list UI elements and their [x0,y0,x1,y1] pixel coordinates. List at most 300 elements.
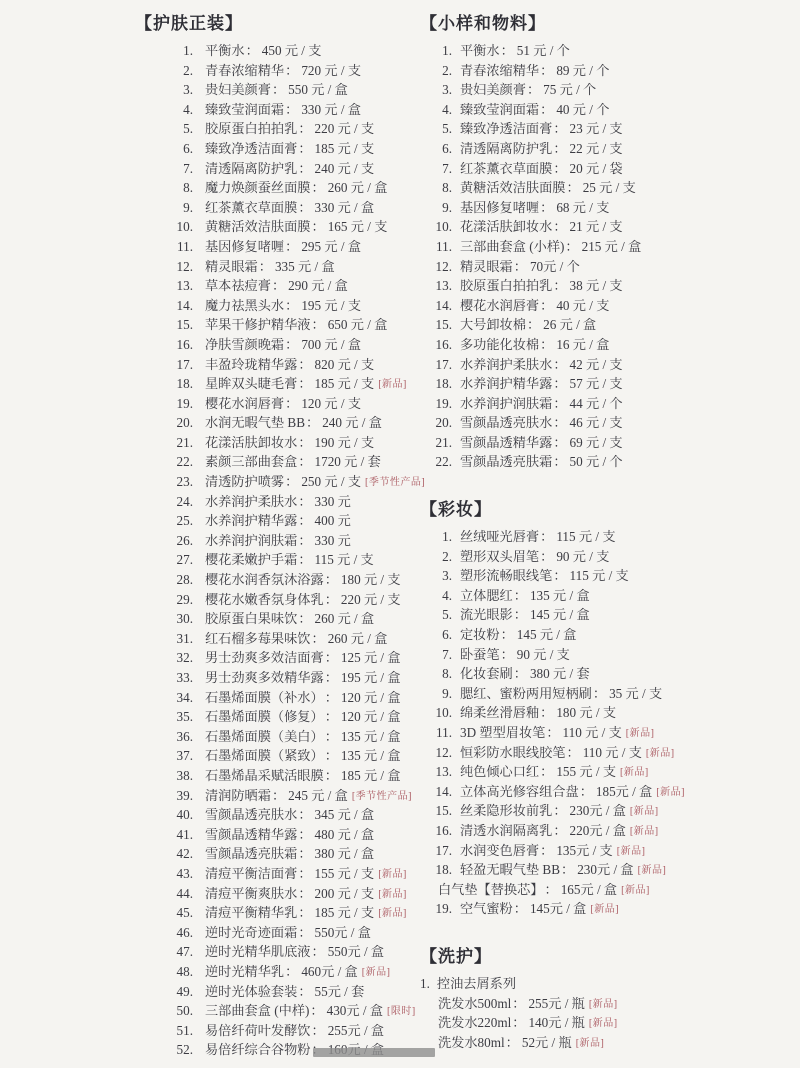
item-separator: ： [513,587,527,603]
item-price: 430元 / 盒 [326,1003,384,1019]
item-price: 190 元 / 支 [314,434,375,450]
list-item [135,178,435,198]
item-separator: ： [540,529,554,545]
item-name: 樱花水润唇膏 [460,297,540,313]
item-price: 180 元 / 支 [556,705,617,721]
item-number: 6. [442,627,452,643]
list-item [135,41,435,61]
item-separator: ： [592,685,607,701]
item-separator: ： [298,434,312,450]
list-item [420,547,720,567]
item-name: 清透水润隔离乳 [460,822,553,838]
item-separator: ： [526,317,541,333]
list-item [420,860,720,880]
item-name: 清痘平衡洁面膏 [205,865,298,881]
list-item [420,355,720,375]
item-separator: ： [298,846,312,862]
list-item [420,276,720,296]
list-item [135,237,435,257]
item-price: 250 元 / 支 [301,474,362,490]
item-number: 26. [176,532,193,548]
item-name: 平衡水 [460,43,500,58]
item-number: 8. [183,180,193,196]
item-number: 16. [435,822,452,838]
item-separator: ： [298,807,312,823]
item-separator: ： [298,513,312,529]
item-number: 21. [435,434,452,450]
item-price: 55元 / 套 [314,983,365,999]
item-separator: ： [324,748,338,764]
item-price: 550元 / 盒 [327,944,385,960]
list-item [135,825,435,845]
item-price: 155 元 / 支 [556,764,617,780]
list-item [420,566,720,586]
item-badge: [新品] [575,1037,605,1049]
item-price: 115 元 / 支 [556,529,616,545]
item-name: 贵妇美颜膏 [460,82,526,98]
list-item [420,1033,720,1053]
list-item [420,821,720,841]
list-item [420,743,720,763]
item-name: 苹果干修护精华液 [205,317,311,333]
item-price: 89 元 / 个 [556,62,610,78]
item-separator: ： [553,278,567,294]
item-price: 51 元 / 个 [516,43,570,58]
item-name: 三部曲套盒 (中样) [205,1003,310,1019]
list-item [420,296,720,316]
item-number: 49. [176,983,193,999]
item-separator: ： [324,767,338,783]
item-separator: ： [310,1003,324,1019]
item-price: 155 元 / 支 [314,865,375,881]
item-price: 135 元 / 盒 [529,587,590,603]
list-item [420,1013,720,1033]
item-separator: ： [245,43,259,58]
item-price: 57 元 / 支 [569,376,623,392]
item-name: 石墨烯面膜（补水） [205,689,324,705]
item-separator: ： [566,180,580,196]
item-separator: ： [271,278,286,294]
item-name: 石墨烯面膜（美白） [205,728,324,744]
item-separator: ： [512,995,526,1011]
item-name: 空气蜜粉 [460,901,513,917]
list-item [420,178,720,198]
list-item [420,974,720,994]
item-number: 37. [176,748,193,764]
item-separator: ： [540,842,554,858]
item-price: 185元 / 盒 [595,783,653,799]
item-name: 水养润护柔肤水 [205,493,298,509]
item-price: 52元 / 瓶 [521,1034,572,1050]
item-number: 52. [176,1042,193,1058]
item-name: 逆时光奇迹面霜 [205,924,298,940]
list-item [135,609,435,629]
item-number: 17. [176,356,193,372]
list-item [420,664,720,684]
item-price: 115 元 / 支 [569,568,629,584]
item-separator: ： [553,121,567,137]
item-name: 丝绒哑光唇膏 [460,529,540,545]
item-name: 胶原蛋白拍拍乳 [205,121,298,137]
item-number: 51. [176,1022,193,1038]
item-price: 50 元 / 个 [569,454,623,470]
item-name: 草本祛痘膏 [205,278,271,294]
item-price: 44 元 / 个 [569,395,623,411]
item-number: 28. [176,572,193,588]
item-number: 2. [442,62,452,78]
section-title-samples-materials: 【小样和物料】 [420,14,546,33]
item-price: 21 元 / 支 [569,219,623,235]
list-item [135,688,435,708]
item-price: 185 元 / 支 [314,140,375,156]
item-price: 480 元 / 盒 [314,826,375,842]
item-separator: ： [544,881,558,897]
item-separator: ： [553,415,567,431]
item-separator: ： [553,434,567,450]
item-price: 46 元 / 支 [569,415,623,431]
item-name: 雪颜晶透精华露 [205,826,298,842]
item-number: 17. [435,356,452,372]
item-price: 135元 / 支 [556,842,613,858]
list-item [135,511,435,531]
item-number: 43. [176,865,193,881]
item-price: 700 元 / 盒 [301,336,362,352]
item-badge: [新品] [590,904,620,916]
list-item [420,586,720,606]
item-name: 定妆粉 [460,627,500,643]
item-price: 40 元 / 支 [556,297,610,313]
list-item [420,198,720,218]
item-name: 水润无暇气垫 BB [205,415,306,431]
item-number: 47. [176,944,193,960]
item-number: 22. [176,454,193,470]
item-separator: ： [324,650,338,666]
item-badge: [新品] [588,1018,618,1030]
item-name: 雪颜晶透精华露 [460,434,553,450]
list-item [135,413,435,433]
list-item [135,1001,435,1021]
item-separator: ： [324,670,338,685]
item-list [420,41,720,472]
item-number: 44. [176,885,193,901]
item-badge: [新品] [625,728,655,739]
item-number: 9. [183,199,193,215]
item-name: 水润变色唇膏 [460,842,540,858]
item-separator: ： [298,493,312,509]
item-name: 男士劲爽多效洁面膏 [205,650,324,666]
item-separator: ： [298,865,312,881]
item-separator: ： [298,532,312,548]
list-item [420,452,720,472]
item-badge: [新品] [361,966,391,978]
item-separator: ： [553,219,567,235]
list-item [135,550,435,570]
list-item [135,492,435,512]
list-item [135,315,435,335]
item-separator: ： [298,826,312,842]
item-number: 19. [435,901,452,917]
item-list [420,974,720,1052]
item-name: 卧蚕笔 [460,646,500,662]
item-price: 22 元 / 支 [569,140,623,156]
item-name: 水养润护精华露 [205,513,298,529]
item-separator: ： [540,764,554,780]
list-item [420,880,720,900]
list-item [135,257,435,277]
item-number: 12. [435,258,452,274]
item-name: 清透隔离防护乳 [205,160,298,176]
item-name: 大号卸妆棉 [460,317,526,333]
item-price: 110 元 / 支 [562,725,622,740]
list-item [135,1021,435,1041]
item-number: 27. [176,552,193,568]
item-number: 12. [435,744,452,760]
item-separator: ： [540,62,554,78]
item-name: 清润防晒霜 [205,787,271,803]
item-name: 洗发水220ml [438,1015,512,1031]
item-price: 460元 / 盒 [301,963,358,979]
item-separator: ： [285,963,299,979]
item-name: 多功能化妆棉 [460,336,540,352]
item-price: 820 元 / 支 [314,356,375,372]
item-price: 330 元 / 盒 [314,199,375,215]
item-separator: ： [553,568,567,584]
item-number: 46. [176,924,193,940]
item-separator: ： [324,591,338,607]
item-price: 220 元 / 支 [340,591,401,607]
list-item [420,625,720,645]
item-name: 胶原蛋白果味饮 [205,611,298,627]
item-name: 腮红、蜜粉两用短柄刷 [460,685,592,701]
item-number: 11. [177,238,193,254]
item-price: 550元 / 盒 [314,924,371,940]
item-number: 7. [442,646,452,662]
item-number: 21. [176,434,193,450]
item-badge: [新品] [656,786,685,798]
left-column [135,12,435,1060]
price-strikethrough-bar [313,1048,435,1057]
section-haircare [420,945,720,1052]
item-price: 42 元 / 支 [569,356,623,372]
item-price: 240 元 / 支 [314,160,375,176]
item-separator: ： [513,666,527,682]
item-separator: ： [500,627,514,643]
list-item [135,884,435,904]
item-name: 塑形流畅眼线笔 [460,568,553,584]
item-number: 41. [176,826,193,842]
item-separator: ： [324,728,338,744]
item-number: 16. [176,336,193,352]
item-number: 23. [176,474,193,490]
item-separator: ： [298,376,312,392]
item-separator: ： [285,297,299,313]
list-item [420,139,720,159]
item-name: 洗发水500ml [438,995,512,1011]
item-number: 35. [176,709,193,725]
item-number: 13. [435,764,452,780]
item-badge: [新品] [621,884,650,896]
item-separator: ： [512,1015,526,1031]
item-name: 青春浓缩精华 [460,62,540,78]
item-separator: ： [285,238,299,254]
item-name: 立体腮红 [460,587,513,603]
list-item [135,452,435,472]
item-name: 清痘平衡爽肤水 [205,885,298,901]
item-name: 立体高光修容组合盘 [460,783,579,799]
item-price: 380 元 / 盒 [314,846,375,862]
item-separator: ： [540,548,554,564]
item-badge: [新品] [378,888,407,900]
list-item [135,433,435,453]
item-name: 精灵眼霜 [205,258,258,274]
item-separator: ： [513,258,527,274]
item-number: 8. [442,666,452,682]
item-price: 215 元 / 盒 [581,238,642,254]
item-separator: ： [553,140,567,156]
item-price: 260 元 / 盒 [327,180,388,196]
item-number: 6. [442,140,452,156]
item-separator: ： [298,140,312,156]
item-name: 花漾活肤卸妆水 [205,434,298,450]
item-name: 清透隔离防护乳 [460,140,553,156]
list-item [135,198,435,218]
item-number: 11. [436,725,452,740]
item-name: 丰盈玲珑精华露 [205,356,298,372]
item-separator: ： [311,944,325,960]
item-number: 10. [176,219,193,235]
item-number: 3. [442,82,452,98]
item-separator: ： [324,689,338,705]
item-name: 恒彩防水眼线胶笔 [460,744,566,760]
item-number: 18. [435,376,452,392]
item-number: 14. [176,297,193,313]
item-number: 20. [435,415,452,431]
item-price: 90 元 / 支 [516,646,570,662]
item-number: 32. [176,650,193,666]
item-number: 11. [436,238,452,254]
item-name: 水养润护润肤霜 [460,395,553,411]
item-price: 290 元 / 盒 [288,278,348,294]
list-item [135,844,435,864]
item-price: 330 元 [314,532,351,548]
item-price: 26 元 / 盒 [543,317,597,333]
item-number: 29. [176,591,193,607]
item-number: 10. [435,705,452,721]
list-item [420,433,720,453]
item-separator: ： [298,454,312,470]
item-name: 红茶薰衣草面膜 [205,199,298,215]
item-separator: ： [285,62,299,78]
item-name: 水养润护润肤霜 [205,532,298,548]
item-price: 180 元 / 支 [340,572,401,588]
item-price: 145 元 / 盒 [516,627,577,643]
item-badge: [新品] [645,747,675,759]
item-separator: ： [258,258,272,274]
list-item [135,864,435,884]
item-name: 樱花水润唇膏 [205,395,285,411]
list-item [420,257,720,277]
item-number: 18. [176,376,193,392]
item-number: 39. [176,787,193,803]
item-separator: ： [565,238,579,254]
item-separator: ： [553,356,567,372]
item-name: 纯色倾心口红 [460,764,540,780]
item-number: 48. [176,963,193,979]
item-name: 雪颜晶透亮肤霜 [460,454,553,470]
item-price: 140元 / 瓶 [528,1015,585,1031]
item-price: 68 元 / 支 [556,199,610,215]
item-number: 14. [435,297,452,313]
item-number: 18. [435,862,452,878]
list-item [420,159,720,179]
item-price: 35 元 / 支 [609,685,663,701]
item-name: 平衡水 [205,43,245,58]
item-number: 31. [176,630,193,646]
item-name: 塑形双头眉笔 [460,548,540,564]
item-price: 70元 / 个 [529,258,580,274]
list-item [135,962,435,982]
item-number: 7. [183,160,193,176]
item-number: 19. [176,395,193,411]
item-price: 330 元 / 盒 [301,101,362,117]
item-separator: ： [298,983,312,999]
list-item [135,119,435,139]
item-price: 335 元 / 盒 [274,258,335,274]
item-name: 丝柔隐形妆前乳 [460,803,553,819]
item-number: 50. [176,1003,193,1019]
item-number: 2. [442,548,452,564]
item-separator: ： [540,705,554,721]
list-item [135,80,435,100]
item-name: 臻致净透洁面膏 [205,140,298,156]
list-item [420,762,720,782]
list-item [135,786,435,806]
item-name: 臻致净透洁面膏 [460,121,553,137]
item-separator: ： [298,905,312,921]
item-separator: ： [553,822,567,838]
list-item [135,355,435,375]
item-separator: ： [540,297,554,313]
item-price: 330 元 [314,493,351,509]
item-name: 逆时光体验套装 [205,983,298,999]
item-price: 38 元 / 支 [569,278,623,294]
item-number: 22. [435,454,452,470]
item-separator: ： [553,376,567,392]
item-number: 12. [176,258,193,274]
item-name: 樱花柔嫩护手霜 [205,552,298,568]
item-badge: [新品] [637,865,667,877]
section-title-skincare-full: 【护肤正装】 [135,14,243,33]
item-separator: ： [324,709,338,725]
item-price: 185 元 / 盒 [340,767,401,783]
item-separator: ： [505,1034,519,1050]
item-price: 145元 / 盒 [529,901,587,917]
list-item [420,703,720,723]
list-item [420,994,720,1014]
item-price: 25 元 / 支 [582,180,636,196]
item-separator: ： [540,336,554,352]
list-item [420,605,720,625]
list-item [420,100,720,120]
item-price: 230元 / 盒 [577,862,634,878]
section-skincare-full [135,12,435,1060]
item-price: 450 元 / 支 [261,43,322,58]
list-item [135,531,435,551]
list-item [135,335,435,355]
item-number: 33. [176,670,193,685]
item-number: 34. [176,689,193,705]
item-number: 9. [442,199,452,215]
